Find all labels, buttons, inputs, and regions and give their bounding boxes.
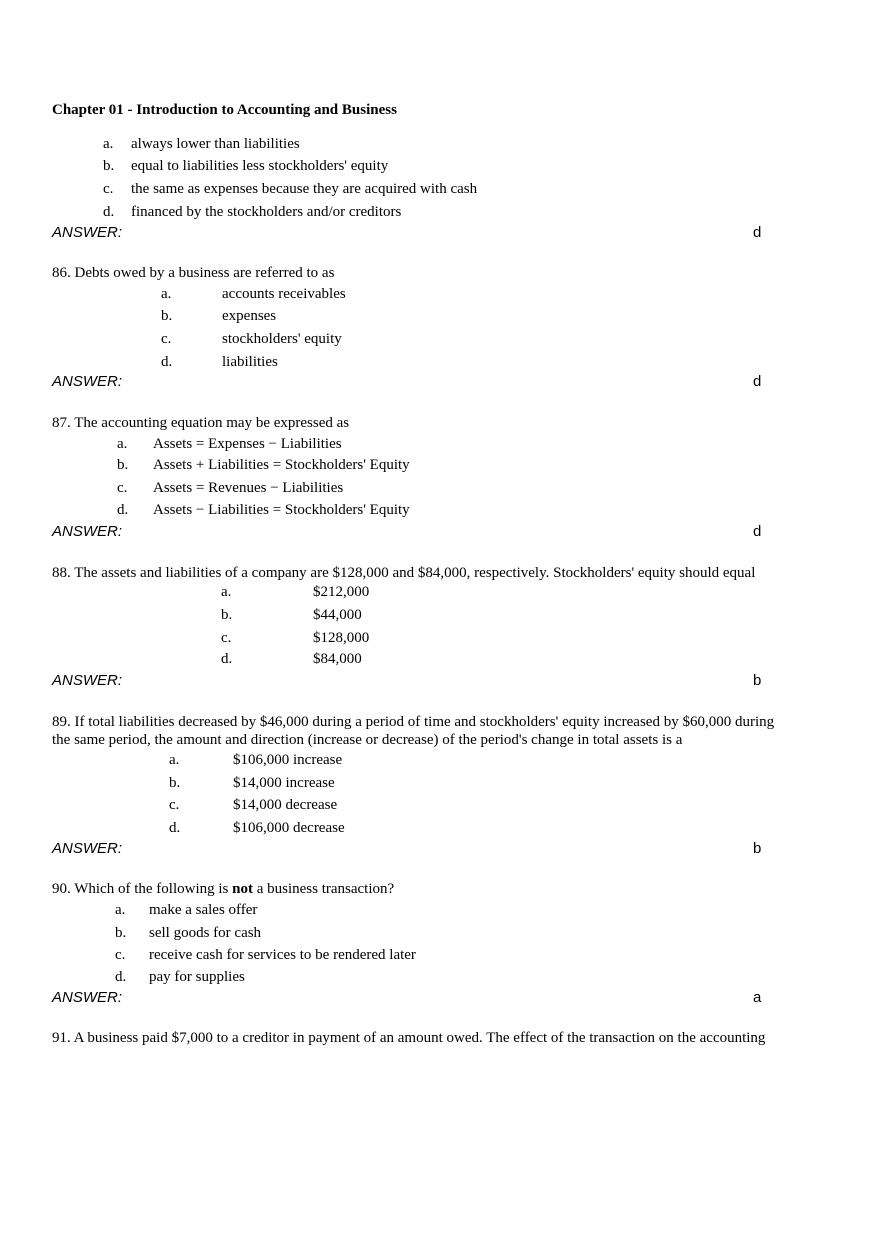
option-text: pay for supplies	[149, 969, 245, 985]
option-text: expenses	[222, 308, 277, 324]
answer-label: ANSWER:	[52, 989, 123, 1006]
option-letter: c.	[103, 181, 114, 197]
option-text: equal to liabilities less stockholders' equity	[131, 158, 389, 174]
option-text: sell goods for cash	[149, 925, 262, 941]
option-text: financed by the stockholders and/or creditors	[131, 204, 402, 220]
option-text: $106,000 increase	[233, 752, 343, 768]
option-text: always lower than liabilities	[131, 136, 300, 152]
option-text: Assets + Liabilities = Stockholders' Equity	[153, 457, 410, 473]
answer-value: d	[753, 224, 762, 241]
answer-value: b	[753, 672, 762, 689]
chapter-header: Chapter 01 - Introduction to Accounting and Business	[52, 102, 397, 118]
option-text: $84,000	[313, 651, 362, 667]
option-text: $106,000 decrease	[233, 820, 345, 836]
question-stem: 88. The assets and liabilities of a company are $128,000 and $84,000, respectively. Stockholders' equity should equal	[52, 565, 756, 581]
option-letter: d.	[117, 502, 129, 518]
option-text: Assets = Revenues − Liabilities	[153, 480, 344, 496]
question-stem: 91. A business paid $7,000 to a creditor in payment of an amount owed. The effect of the transaction on the accounting	[52, 1030, 766, 1046]
option-letter: c.	[169, 797, 180, 813]
option-letter: a.	[221, 584, 232, 600]
question-stem: 87. The accounting equation may be expressed as	[52, 415, 350, 431]
option-letter: c.	[221, 630, 232, 646]
option-letter: a.	[115, 902, 126, 918]
question-stem	[52, 880, 394, 898]
option-letter: d.	[221, 651, 233, 667]
option-text: Assets − Liabilities = Stockholders' Equity	[153, 502, 410, 518]
option-letter: b.	[221, 607, 233, 623]
question-stem: 89. If total liabilities decreased by $46,000 during a period of time and stockholders' equity increased by $60,000 during	[52, 714, 775, 730]
option-text: $212,000	[313, 584, 370, 600]
option-letter: b.	[117, 457, 129, 473]
option-letter: a.	[103, 136, 114, 152]
answer-label: ANSWER:	[52, 840, 123, 857]
option-letter: c.	[117, 480, 128, 496]
option-text: the same as expenses because they are acquired with cash	[131, 181, 478, 197]
answer-label: ANSWER:	[52, 523, 123, 540]
option-letter: d.	[115, 969, 127, 985]
stem-text: 90. Which of the following is	[52, 881, 233, 897]
option-text: $128,000	[313, 630, 370, 646]
stem-text: a business transaction?	[252, 881, 395, 897]
option-letter: c.	[115, 947, 126, 963]
option-text: $14,000 increase	[233, 775, 335, 791]
option-text: $14,000 decrease	[233, 797, 338, 813]
answer-value: d	[753, 523, 762, 540]
answer-value: d	[753, 373, 762, 390]
answer-value: a	[753, 989, 762, 1006]
option-letter: a.	[169, 752, 180, 768]
stem-emphasis: not	[232, 881, 253, 897]
option-text: accounts receivables	[222, 286, 346, 302]
option-letter: d.	[103, 204, 115, 220]
option-letter: b.	[103, 158, 115, 174]
answer-label: ANSWER:	[52, 373, 123, 390]
option-letter: b.	[115, 925, 127, 941]
option-letter: a.	[161, 286, 172, 302]
question-stem: 86. Debts owed by a business are referred to as	[52, 265, 335, 281]
option-text: stockholders' equity	[222, 331, 342, 347]
option-letter: b.	[169, 775, 181, 791]
question-stem-continued: the same period, the amount and direction (increase or decrease) of the period's change in total assets is a	[52, 732, 683, 748]
option-letter: d.	[161, 354, 173, 370]
answer-value: b	[753, 840, 762, 857]
option-letter: a.	[117, 436, 128, 452]
answer-label: ANSWER:	[52, 672, 123, 689]
option-letter: d.	[169, 820, 181, 836]
answer-label: ANSWER:	[52, 224, 123, 241]
option-text: receive cash for services to be rendered later	[149, 947, 416, 963]
option-letter: c.	[161, 331, 172, 347]
option-text: make a sales offer	[149, 902, 258, 918]
option-letter: b.	[161, 308, 173, 324]
option-text: Assets = Expenses − Liabilities	[153, 436, 342, 452]
option-text: liabilities	[222, 354, 278, 370]
option-text: $44,000	[313, 607, 362, 623]
